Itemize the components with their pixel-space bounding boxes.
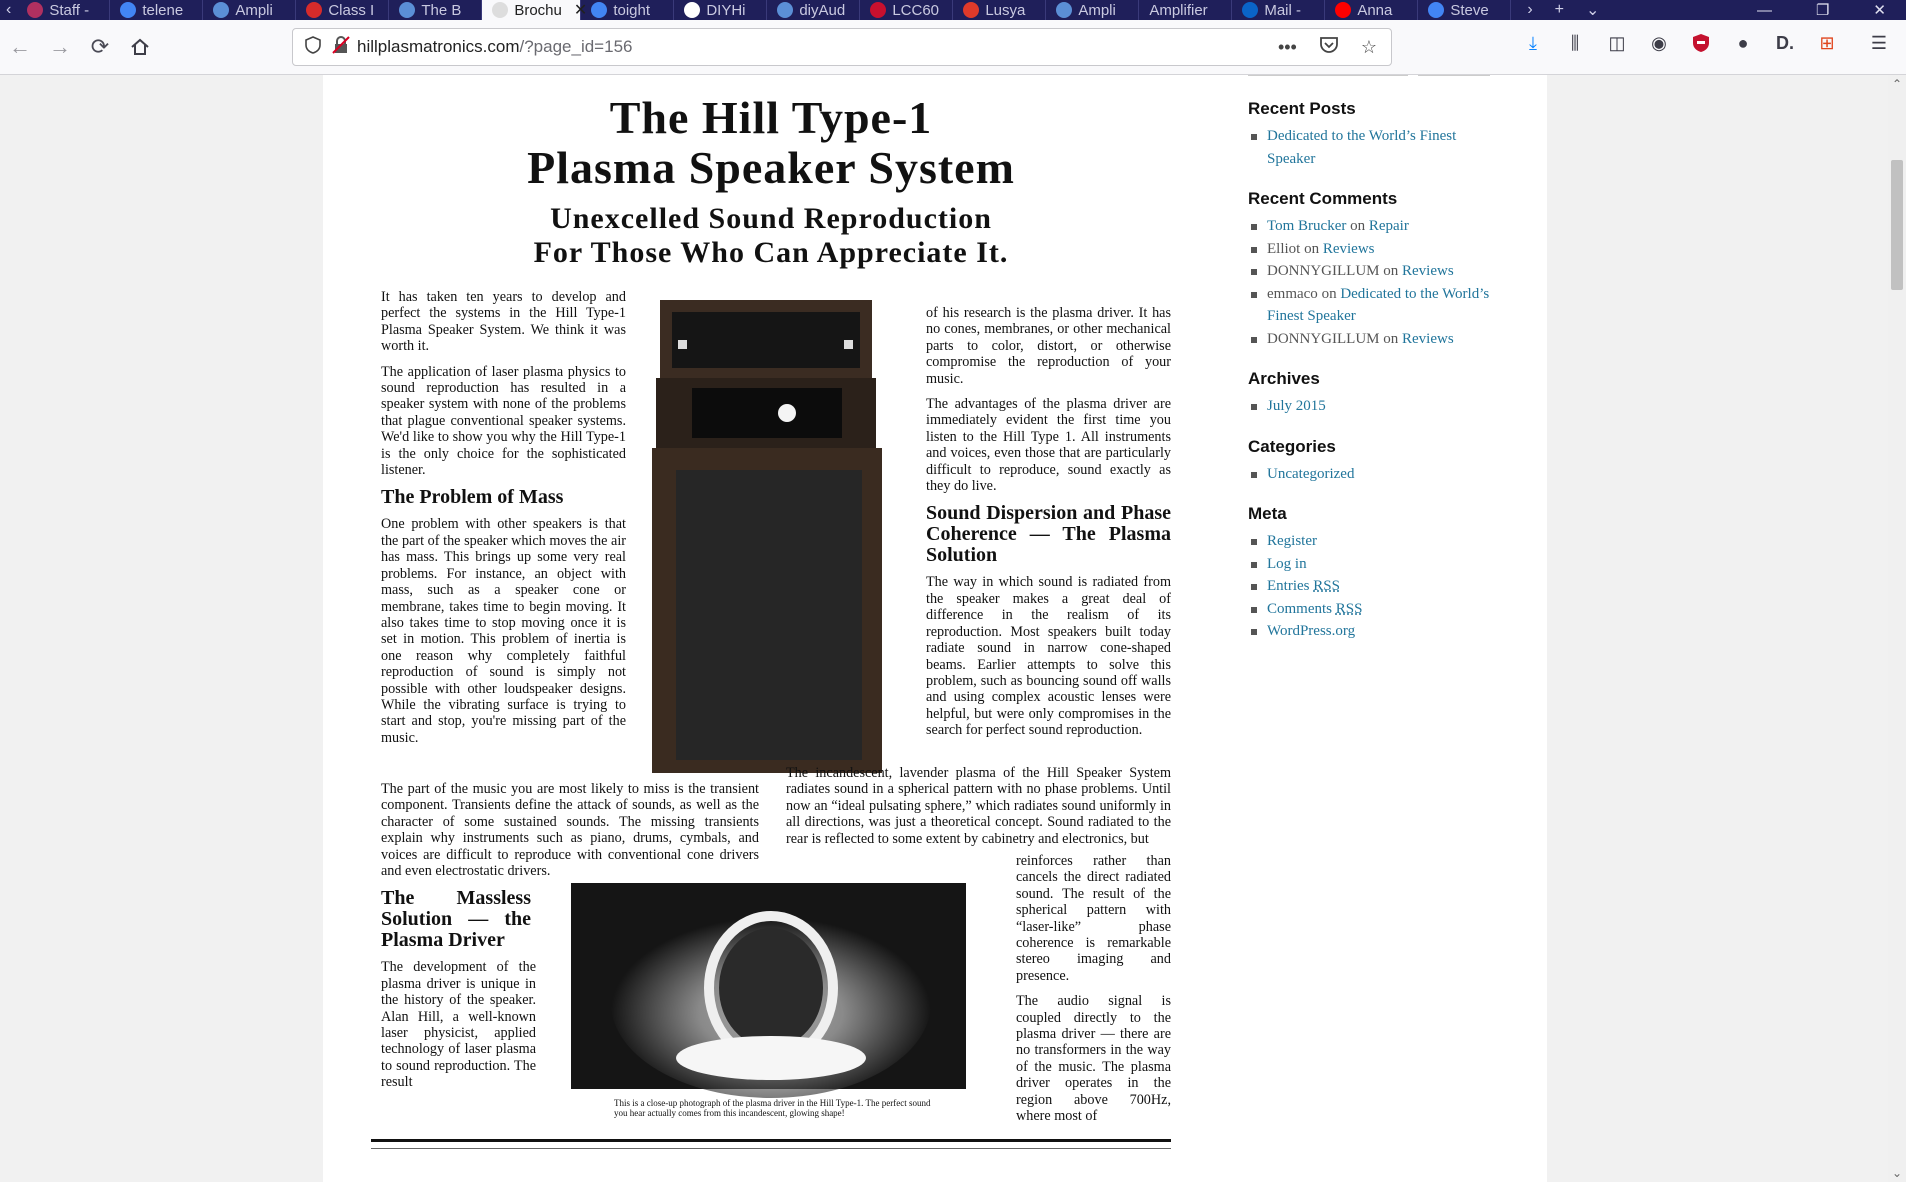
page-content [323, 75, 1547, 1182]
outlook-icon [1242, 2, 1258, 18]
paragraph: of his research is the plasma driver. It has no cones, membranes, or other mechanical parts to color, distort, or otherwise compromise the reproduction of your music. [926, 305, 1171, 387]
youtube-icon [1335, 2, 1351, 18]
list-item [1248, 553, 1508, 576]
comment-post-link[interactable]: Dedicated to the World’s Finest Speaker [1267, 285, 1490, 324]
browser-tab[interactable] [767, 0, 860, 20]
comment-author-link[interactable]: Tom Brucker [1267, 218, 1347, 234]
paragraph: The part of the music you are most likely to miss is the transient component. Transients define the attack of sounds, as well as the character of some sustained sounds. The missing transients explain why instruments such as piano, drums, cymbals, and voices are difficult to reproduce with conventional cone drivers and even electrostatic drivers. [381, 781, 759, 880]
meta-widget [1248, 504, 1508, 643]
brochure-title-line2: Plasma Speaker System [527, 142, 1015, 193]
browser-tab[interactable] [17, 0, 110, 20]
tab-label: Lusya [985, 1, 1026, 19]
list-item [1248, 260, 1508, 283]
browser-tab[interactable] [1139, 0, 1232, 20]
vertical-scrollbar[interactable] [1888, 75, 1906, 1182]
browser-tab[interactable] [860, 0, 953, 20]
minimize-icon[interactable]: — [1756, 1, 1772, 19]
bookmark-star-icon[interactable]: ☆ [1360, 36, 1377, 57]
comment-on-text: on [1383, 330, 1399, 347]
tab-label: toight [613, 1, 651, 19]
comment-on-text: on [1321, 285, 1337, 302]
browser-tab[interactable] [581, 0, 674, 20]
comment-post-link[interactable]: Reviews [1322, 240, 1375, 257]
restore-icon[interactable]: ❐ [1815, 2, 1830, 19]
archives-widget [1248, 369, 1508, 418]
bottom-rule-thin [371, 1148, 1171, 1149]
list-item [1248, 575, 1508, 598]
plasma-driver-photo [571, 883, 966, 1089]
brochure-subtitle-line2: For Those Who Can Appreciate It. [533, 236, 1009, 269]
tab-label: LCC60 [892, 1, 940, 19]
browser-tab[interactable] [1232, 0, 1325, 20]
recent-posts-widget [1248, 99, 1508, 170]
list-item [1248, 463, 1508, 486]
classd-icon [306, 2, 322, 18]
tab-scroll-right-icon[interactable]: › [1527, 1, 1533, 18]
lusya-icon [963, 2, 979, 18]
paragraph: The audio signal is coupled directly to the plasma driver — there are no transformers in the way of the music. The plasma driver operates in the region above 700Hz, where most of [1016, 993, 1171, 1125]
tab-label: The B [421, 1, 462, 19]
toolbar-icons [1522, 32, 1890, 54]
list-item [1248, 395, 1508, 418]
ublock-icon[interactable] [1690, 32, 1712, 54]
comment-author: emmaco [1267, 285, 1318, 302]
comment-on-text: on [1383, 263, 1399, 279]
section-heading: Sound Dispersion and Phase Coherence — The Plasma Solution [926, 502, 1171, 567]
list-item [1248, 238, 1508, 261]
paragraph: The development of the plasma driver is unique in the history of the speaker. Alan Hill, a well-known laser physicist, applied technology of laser plasma to sound reproduction. The result [381, 959, 536, 1091]
comment-post-link[interactable]: Repair [1368, 218, 1409, 234]
brochure-subtitle-line1: Unexcelled Sound Reproduction [550, 202, 992, 235]
list-item [1248, 283, 1508, 328]
browser-tab[interactable] [1418, 0, 1511, 20]
brochure-lower-right-column [1016, 853, 1171, 1134]
tab-label: DIYHi [706, 1, 746, 19]
comments-rss-link[interactable]: Comments RSS [1267, 600, 1363, 617]
k-icon [870, 2, 886, 18]
list-item [1248, 328, 1508, 351]
scroll-down-arrow[interactable]: ⌄ [1891, 1166, 1903, 1180]
browser-tab[interactable] [110, 0, 203, 20]
browser-tab[interactable] [674, 0, 767, 20]
browser-tab[interactable] [1325, 0, 1418, 20]
list-item [1248, 530, 1508, 553]
category-link[interactable]: Uncategorized [1267, 466, 1355, 482]
widget-title: Meta [1248, 504, 1287, 523]
page-icon [492, 2, 508, 18]
url-text: hillplasmatronics.com/?page_id=156 [357, 37, 633, 56]
tab-label: Amplifier [1149, 1, 1208, 19]
staff-icon [27, 2, 43, 18]
extension-icon[interactable]: ● [1737, 32, 1749, 53]
diyaudio-icon [777, 2, 793, 18]
tab-label: Steve [1450, 1, 1489, 19]
screenshot-extension-icon[interactable]: ⊞ [1819, 32, 1835, 53]
back-button[interactable]: ← [9, 34, 31, 59]
account-icon[interactable]: ◉ [1651, 32, 1667, 53]
home-icon [130, 37, 150, 57]
scroll-up-arrow[interactable]: ⌃ [1891, 77, 1903, 91]
tracking-shield-icon[interactable] [305, 36, 321, 59]
diyhifi-icon [684, 2, 700, 18]
search-widget-edge [1248, 69, 1498, 77]
brochure-mid-right-block [786, 765, 1171, 856]
paragraph: The way in which sound is radiated from the speaker makes a great deal of difference in the realism of its reproduction. Most speakers built today radiate sound in narrow cone-shaped beams. Earlier attempts to solve this problem, such as bouncing sound off walls and using complex acoustic lenses were helpful, but were only compromises in the search for perfect sound reproduction. [926, 574, 1171, 739]
browser-tab[interactable] [389, 0, 482, 20]
categories-widget [1248, 437, 1508, 486]
archive-link[interactable]: July 2015 [1267, 398, 1326, 414]
paragraph: reinforces rather than cancels the direct radiated sound. The result of the spherical pattern with “laser-like” phase coherence is remarkable stereo imaging and presence. [1016, 853, 1171, 984]
tab-label: diyAud [799, 1, 846, 19]
tab-label: telene [142, 1, 184, 19]
reload-button[interactable]: ⟳ [90, 34, 110, 59]
tab-controls [1511, 0, 1615, 20]
page-actions-icon[interactable]: ••• [1277, 36, 1297, 57]
brochure-title-line1: The Hill Type-1 [609, 92, 933, 143]
insecure-lock-icon[interactable] [333, 36, 349, 59]
tab-label: Ampli [235, 1, 273, 19]
tab-scroll-left[interactable]: ‹ [6, 1, 12, 18]
paragraph: The advantages of the plasma driver are immediately evident the first time you listen to the Hill Type 1. All instruments and voices, even those that are particularly difficult to reproduce, sound exactly as they do live. [926, 396, 1171, 495]
comment-author: Elliot [1267, 240, 1301, 257]
google-icon [1428, 2, 1444, 18]
browser-tab[interactable] [203, 0, 296, 20]
section-heading: The Massless Solution — the Plasma Driver [381, 887, 531, 952]
paragraph: It has taken ten years to develop and perfect the systems in the Hill Type-1 Plasma Speaker System. We think it was worth it. [381, 289, 626, 355]
widget-title: Recent Comments [1248, 189, 1398, 208]
tab-label: Brochu [514, 1, 562, 19]
page-viewport [0, 75, 1888, 1182]
tab-label: Ampli [1078, 1, 1116, 19]
comment-on-text: on [1304, 240, 1320, 257]
comment-author: DONNYGILLUM [1267, 330, 1380, 347]
comment-author: DONNYGILLUM [1267, 263, 1380, 279]
widget-title: Categories [1248, 437, 1336, 456]
list-item [1248, 215, 1508, 238]
widget-title: Recent Posts [1248, 99, 1356, 118]
paragraph: One problem with other speakers is that the part of the speaker which moves the air has mass. This brings up some very real problems. For instance, an object with mass, such as a speaker cone or membrane, takes time to begin moving. It also takes time to stop moving once it is set in motion. This problem of inertia is one reason why completely faithful reproduction of sound is simply not possible with other loudspeaker designs. While the vibrating surface is trying to start and stop, you're missing part of the music. [381, 516, 626, 746]
brochure-scan [371, 93, 1171, 1155]
scrollbar-thumb[interactable] [1891, 160, 1903, 290]
paragraph: The application of laser plasma physics to sound reproduction has resulted in a speaker system with none of the problems that plague conventional speaker systems. We'd like to show you why the Hill Type-1 is the only choice for the sophisticated listener. [381, 363, 626, 479]
pocket-icon[interactable] [1319, 36, 1339, 59]
comment-post-link[interactable]: Reviews [1402, 263, 1454, 279]
diyaudio-icon [399, 2, 415, 18]
window-close-icon[interactable]: ✕ [1873, 2, 1886, 19]
widget-title: Archives [1248, 369, 1320, 388]
address-bar[interactable] [292, 28, 1392, 66]
browser-tab[interactable] [1046, 0, 1139, 20]
paragraph: The incandescent, lavender plasma of the Hill Speaker System radiates sound in a spherical pattern with no phase problems. Until now an “ideal pulsating sphere,” which radiates sound uniformly in all directions, was just a theoretical concept. Sound radiated to the rear is reflected to some extent by cabinetry and electronics, but [786, 765, 1171, 847]
register-link[interactable]: Register [1267, 533, 1317, 549]
browser-tab[interactable] [296, 0, 389, 20]
photo-caption: This is a close-up photograph of the plasma driver in the Hill Type-1. The perfect sound you hear actually comes from this incandescent, glowing shape! [614, 1098, 931, 1118]
tab-label: Mail - [1264, 1, 1301, 19]
browser-tab[interactable] [482, 0, 588, 20]
diyaudio-icon [1056, 2, 1072, 18]
comment-on-text: on [1350, 218, 1366, 234]
tab-label: Class I [328, 1, 375, 19]
google-icon [120, 2, 136, 18]
menu-icon[interactable]: ☰ [1870, 32, 1888, 53]
new-tab-icon[interactable]: + [1554, 1, 1564, 18]
brochure-right-column [926, 305, 1171, 748]
sidebar-toggle-icon[interactable]: ◫ [1608, 32, 1626, 53]
tab-list-icon[interactable]: ⌄ [1586, 2, 1600, 19]
comment-post-link[interactable]: Reviews [1402, 330, 1454, 347]
list-item [1248, 620, 1508, 643]
brochure-left-column [381, 289, 626, 755]
bottom-rule [371, 1139, 1171, 1142]
browser-tab[interactable] [953, 0, 1046, 20]
login-link[interactable]: Log in [1267, 555, 1307, 572]
home-button[interactable] [120, 27, 160, 67]
google-icon [591, 2, 607, 18]
d-extension-icon[interactable]: D. [1776, 32, 1794, 53]
entries-rss-link[interactable]: Entries RSS [1267, 578, 1340, 594]
navigation-toolbar [0, 20, 1906, 75]
list-item [1248, 598, 1508, 621]
tab-label: Staff - [49, 1, 90, 19]
speaker-cabinet-image [652, 298, 882, 773]
tab-close-icon[interactable]: ✕ [573, 2, 588, 19]
downloads-icon[interactable]: ⤓ [1529, 32, 1537, 53]
library-icon[interactable]: ⫼ [1570, 32, 1580, 53]
recent-comments-widget [1248, 189, 1508, 350]
forward-button[interactable]: → [49, 34, 71, 59]
window-controls [1757, 0, 1906, 20]
tab-strip [0, 0, 1906, 20]
diyaudio-icon [213, 2, 229, 18]
list-item [1248, 125, 1508, 170]
tab-label: Anna [1357, 1, 1393, 19]
recent-post-link[interactable]: Dedicated to the World’s Finest Speaker [1267, 128, 1457, 167]
section-heading: The Problem of Mass [381, 486, 564, 509]
wordpress-link[interactable]: WordPress.org [1267, 623, 1356, 639]
